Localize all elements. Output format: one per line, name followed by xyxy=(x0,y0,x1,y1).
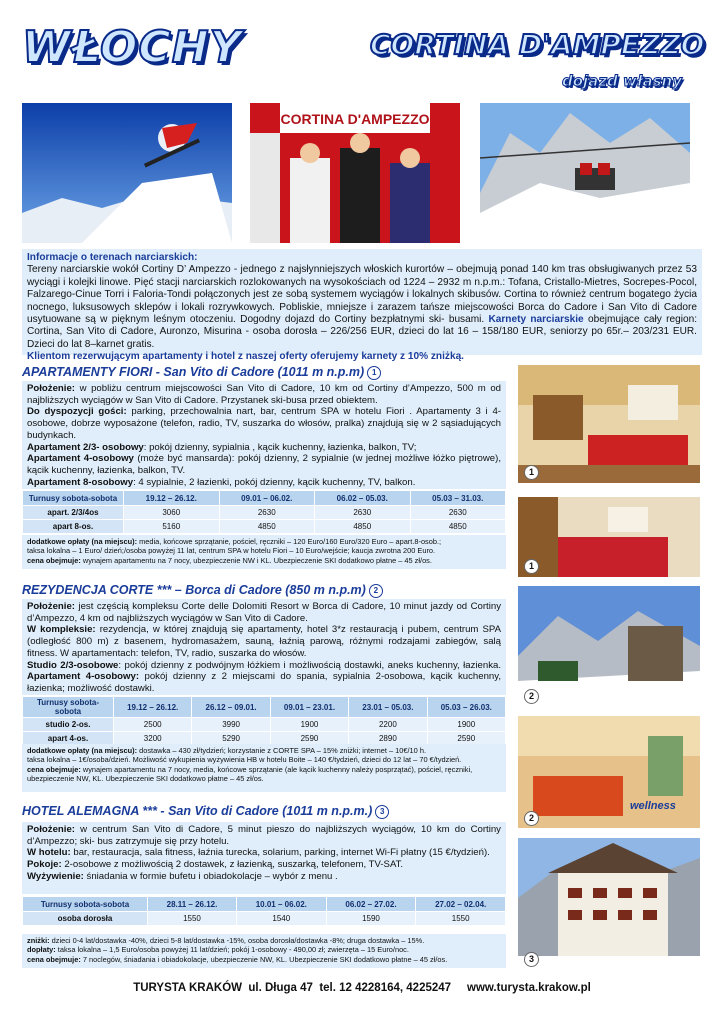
section-title-fiori: APARTAMENTY FIORI - San Vito di Cadore (1011 m n.p.m) 1 xyxy=(22,365,381,380)
passes-label: Karnety narciarskie xyxy=(488,314,584,326)
page-title-right: CORTINA D'AMPEZZO xyxy=(370,28,705,61)
table-row: apart 4-os. 3200 5290 2590 2890 2590 xyxy=(23,732,506,746)
section-title-alemagna: HOTEL ALEMAGNA *** - San Vito di Cadore (1011 m n.p.m.) 3 xyxy=(22,804,389,819)
passes-text: obejmujące cały region: Cortina, San Vito di Cadore, Auronzo, Misurina - osoba dorosła – 226/256 EUR, dzieci do lat 16 – 158/180 EUR, seniorzy po 65r.– 203/231 EUR. Dzieci do lat 8–karnet gratis. xyxy=(27,314,697,350)
fiori-price-table: Turnusy sobota-sobota 19.12 – 26.12. 09.01 – 06.02. 06.02 – 05.03. 05.03 – 31.03. apart. 2/3/4os 3060 2630 2630 2630 apart 8-os. 5160 4850 4850 4850 xyxy=(22,490,506,534)
corte-price-table: Turnusy sobota-sobota 19.12 – 26.12. 26.12 – 09.01. 09.01 – 23.01. 23.01 – 05.03. 05.03 – 26.03. studio 2-os. 2500 3990 1900 2200 1900 apart 4-os. 3200 5290 2590 2890 2590 xyxy=(22,696,506,746)
alemagna-notes: zniżki: dzieci 0-4 lat/dostawka -40%, dzieci 5-8 lat/dostawka -15%, osoba dorosła/dostawka -8%; druga dostawka – 15%. dopłaty: taksa lokalna – 1,5 Euro/osoba powyżej 11 lat/dzień; pokój 1-osobowy - 490,00 zł; zwierzęta – 15 Euro/noc. cena obejmuje: 7 noclegów, śniadania i obiadokolacje, ubezpieczenie NW, KL. Ubezpieczenie SKI dodatkowo płatne – 45 zł/os. xyxy=(22,934,506,968)
photo-fiori-living xyxy=(518,365,700,483)
photo-alemagna-hotel xyxy=(518,838,700,970)
footer-contact: TURYSTA KRAKÓW ul. Długa 47 tel. 12 4228164, 4225247 www.turysta.krakow.pl xyxy=(133,982,591,994)
photo-skier xyxy=(22,103,232,243)
alemagna-description: Położenie: w centrum San Vito di Cadore, 5 minut pieszo do najbliższych wyciągów, 10 km do Cortiny d’Ampezzo; ski- bus zatrzymuje się przy hotelu. W hotelu: bar, restauracja, sala fitness, łaźnia turecka, solarium, parking, internet Wi-Fi płatny (15 €/tydzień). Pokoje: 2-osobowe z możliwością 2 dostawek, z łazienką, suszarką, telefonem, TV-SAT. Wyżywienie: śniadania w formie bufetu i obiadokolacje – wybór z menu . xyxy=(22,822,506,894)
photo-badge: 3 xyxy=(524,952,539,967)
section-number-3: 3 xyxy=(375,805,389,819)
section-number-1: 1 xyxy=(367,366,381,380)
intro-heading: Informacje o terenach narciarskich: xyxy=(27,252,198,263)
photo-chairlift xyxy=(480,103,690,243)
photo-badge: 2 xyxy=(524,811,539,826)
discount-text: Klientom rezerwującym apartamenty i hotel z naszej oferty oferujemy karnety z 10% zniżką. xyxy=(27,351,464,363)
section-number-2: 2 xyxy=(369,584,383,598)
wellness-label: wellness xyxy=(630,800,676,812)
svg-text:CORTINA D'AMPEZZO: CORTINA D'AMPEZZO xyxy=(280,111,430,127)
photo-badge: 1 xyxy=(524,559,539,574)
page-title-left: WŁOCHY xyxy=(22,22,243,73)
intro-box xyxy=(22,249,702,363)
photo-podium xyxy=(250,103,460,243)
section-title-corte: REZYDENCJA CORTE *** – Borca di Cadore (850 m n.p.m) 2 xyxy=(22,583,383,598)
table-row: apart. 2/3/4os 3060 2630 2630 2630 xyxy=(23,506,506,520)
photo-badge: 2 xyxy=(524,689,539,704)
table-row: apart 8-os. 5160 4850 4850 4850 xyxy=(23,520,506,534)
photo-badge: 1 xyxy=(524,465,539,480)
intro-body: Tereny narciarskie wokół Cortiny D’ Ampezzo - jednego z najsłynniejszych włoskich kurortów – obejmują ponad 140 km tras obsługiwanych przez 53 wyciągi i kolejki linowe. Pięć stacji narciarskich rozlokowanych na wysokościach od 1224 – 2932 m n.p.m.: Tofana, Cristallo-Mietres, Socrepes-Pocol, Falzarego-Cinue Torri i Faloria-Tondi połączonych jest ze sobą systemem wyciągów i lokalnych skibusów. Cortina to również centrum bogatego życia nocnego, luksusowych sklepów i lokali rozrywkowych. Pobliskie, mniejsze i zarazem tańsze miejscowości Borca do Cadore i San Vito di Cadore usytuowane są w pięknym leśnym otoczeniu. Dogodny dojazd do Cortiny bezpłatnymi ski- busami. xyxy=(27,264,697,326)
page-subtitle: dojazd własny xyxy=(562,72,682,90)
table-row: osoba dorosła 1550 1540 1590 1550 xyxy=(23,912,506,926)
photo-corte-winter xyxy=(518,586,700,706)
corte-notes: dodatkowe opłaty (na miejscu): dostawka – 430 zł/tydzień; korzystanie z CORTE SPA – 15% zniżki; internet – 10€/10 h. taksa lokalna – 1€/osoba/dzień. Możliwość wykupienia wyżywienia HB w hotelu Boite – 140 €/tydzień, dzieci do 12 lat – 70 €/tydzień. cena obejmuje: wynajem apartamentu na 7 nocy, media, końcowe sprzątanie (ale kącik kuchenny należy posprzątać), pościel, ręczniki, ubezpieczenie NW, KL. Ubezpieczenie SKI dodatkowo płatne – 45 zł/os. xyxy=(22,744,506,792)
photo-corte-room xyxy=(518,716,700,828)
table-row: studio 2-os. 2500 3990 1900 2200 1900 xyxy=(23,718,506,732)
alemagna-price-table: Turnusy sobota-sobota 28.11 – 26.12. 10.01 – 06.02. 06.02 – 27.02. 27.02 – 02.04. osoba dorosła 1550 1540 1590 1550 xyxy=(22,896,506,926)
fiori-description: Położenie: w pobliżu centrum miejscowości San Vito di Cadore, 10 km od Cortiny d’Ampezzo, 500 m od najbliższych wyciągów w San Vito di Cadore. Przystanek ski-busa przed obiektem. Do dyspozycji gości: parking, przechowalnia nart, bar, centrum SPA w hotelu Fiori . Apartamenty 3 i 4-osobowe, dobrze wyposażone (telefon, radio, TV, suszarka do włosów, pralka) znajdują się w 2 sąsiadujących budynkach. Apartament 2/3- osobowy: pokój dzienny, sypialnia , kącik kuchenny, łazienka, balkon, TV; Apartament 4-osobowy (może być mansarda): pokój dzienny, 2 sypialnie (w jednej możliwe łóżko piętrowe), kącik kuchenny, łazienka, balkon, TV. Apartament 8-osobowy: 4 sypialnie, 2 łazienki, pokój dzienny, kącik kuchenny, TV, balkon. xyxy=(22,381,506,489)
corte-description: Położenie: jest częścią kompleksu Corte delle Dolomiti Resort w Borca di Cadore, 10 minut jazdy od Cortiny d’Ampezzo, 4 km od najbliższych wyciągów w San Vito di Cadore. W kompleksie: rezydencja, w której znajdują się apartamenty, hotel 3*z restauracją i pubem, centrum SPA (odległość 800 m) z basenem, hydromasażem, sauną, łaźnią parową, różnymi rodzajami zabiegów, salą fitness. W apartamentach: telefon, TV, radio, suszarka do włosów. Studio 2/3-osobowe: pokój dzienny z podwójnym łóżkiem i możliwością dostawki, aneks kuchenny, łazienka. Apartament 4-osobowy: pokój dzienny z 2 miejscami do spania, sypialnia 2-osobowa, kącik kuchenny, łazienka; możliwość dostawki. xyxy=(22,599,506,695)
fiori-notes: dodatkowe opłaty (na miejscu): media, końcowe sprzątanie, pościel, ręczniki – 120 Euro/160 Euro/320 Euro – apart.8-osob.; taksa lokalna – 1 Euro/ dzień;/osoba powyżej 11 lat, centrum SPA w hotelu Fiori – 10 Euro/wejście; kaucja zwrotna 200 Euro. cena obejmuje: wynajem apartamentu na 7 nocy, ubezpieczenie NW i KL. Ubezpieczenie SKI dodatkowo płatne – 45 zł/os. xyxy=(22,535,506,569)
photo-fiori-bedroom xyxy=(518,497,700,577)
